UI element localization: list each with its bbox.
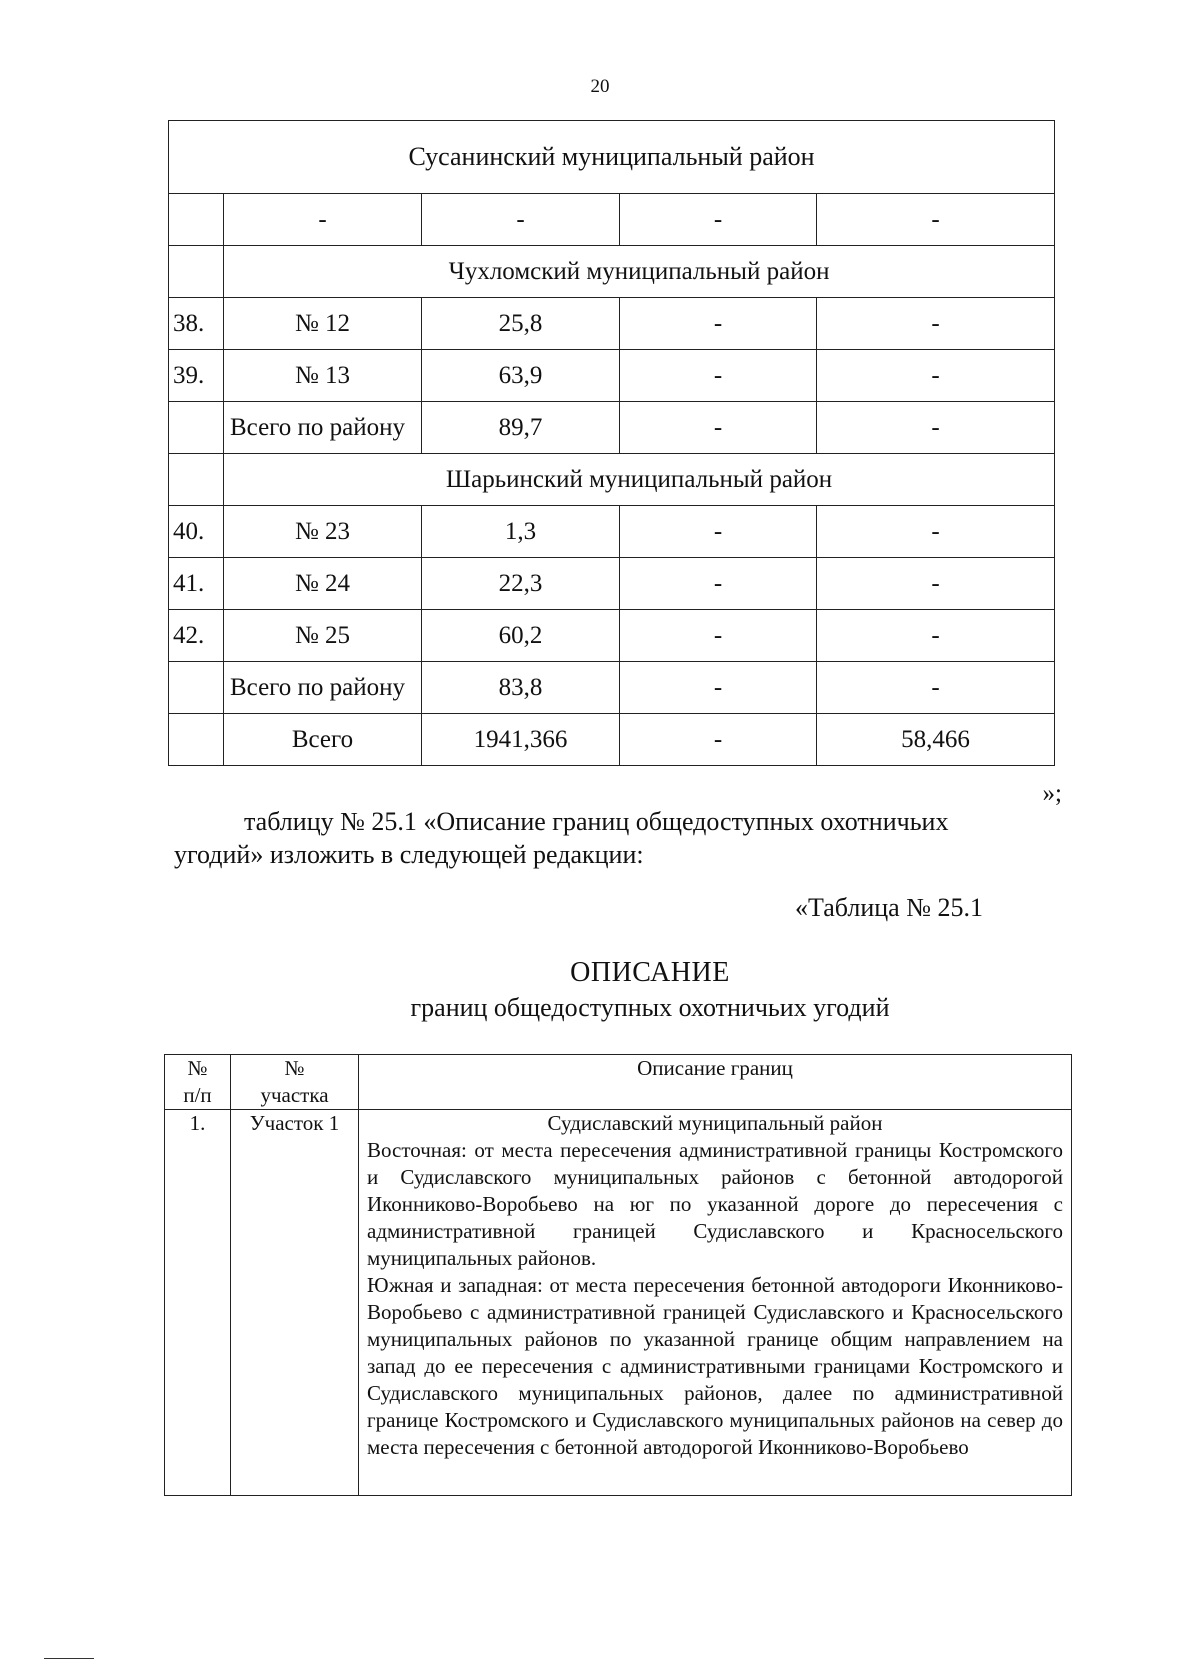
paragraph-line: таблицу № 25.1 «Описание границ общедоступных охотничьих bbox=[244, 807, 949, 836]
table-cell: - bbox=[817, 610, 1055, 662]
table-cell: - bbox=[817, 662, 1055, 714]
table-cell: - bbox=[620, 350, 817, 402]
east-boundary-text: Восточная: от места пересечения административной границы Костромского и Судиславского муниципальных районов с бетонной автодорогой Иконниково-Воробьево на юг по указанной дороге до пересечения с административной границей Судиславского и Красносельского муниципальных районов. bbox=[367, 1138, 1063, 1270]
table-cell: - bbox=[620, 194, 817, 246]
table-reference: «Таблица № 25.1 bbox=[795, 893, 984, 922]
boundary-description-table bbox=[164, 1054, 1072, 1496]
table-cell: - bbox=[817, 194, 1055, 246]
header-text: № bbox=[187, 1056, 208, 1080]
row-number: 39. bbox=[169, 350, 224, 402]
description-title: ОПИСАНИЕ bbox=[570, 957, 730, 988]
boundary-description bbox=[359, 1110, 1072, 1496]
grand-total-row bbox=[169, 714, 1055, 766]
table-cell: - bbox=[817, 506, 1055, 558]
header-description: Описание границ bbox=[359, 1055, 1072, 1110]
region-header-row bbox=[169, 454, 1055, 506]
district-total-row bbox=[169, 662, 1055, 714]
area-value: 1,3 bbox=[422, 506, 620, 558]
row-number-cell bbox=[169, 246, 224, 298]
plot-number: № 25 bbox=[224, 610, 422, 662]
table-row bbox=[169, 610, 1055, 662]
area-value: 63,9 bbox=[422, 350, 620, 402]
row-number: 41. bbox=[169, 558, 224, 610]
table-row bbox=[169, 506, 1055, 558]
table-cell: - bbox=[422, 194, 620, 246]
table-cell: - bbox=[620, 662, 817, 714]
area-value: 60,2 bbox=[422, 610, 620, 662]
region-title-susanin: Сусанинский муниципальный район bbox=[169, 121, 1055, 194]
header-plot-number bbox=[231, 1055, 359, 1110]
district-total-label: Всего по району bbox=[224, 402, 422, 454]
region-title-chukhloma: Чухломский муниципальный район bbox=[224, 246, 1055, 298]
hunting-area-summary-table bbox=[168, 120, 1055, 766]
table-row bbox=[169, 558, 1055, 610]
header-text: № bbox=[284, 1056, 305, 1080]
row-number-cell bbox=[169, 714, 224, 766]
table-cell: - bbox=[620, 298, 817, 350]
row-number-cell bbox=[169, 662, 224, 714]
area-value: 89,7 bbox=[422, 402, 620, 454]
table-cell: - bbox=[620, 610, 817, 662]
page-number: 20 bbox=[590, 76, 610, 97]
region-header-row bbox=[169, 121, 1055, 194]
row-number: 1. bbox=[165, 1110, 231, 1496]
header-text: п/п bbox=[183, 1083, 212, 1107]
table-row bbox=[169, 298, 1055, 350]
row-number: 40. bbox=[169, 506, 224, 558]
area-value: 22,3 bbox=[422, 558, 620, 610]
footer-divider bbox=[44, 1658, 94, 1659]
row-number-cell bbox=[169, 194, 224, 246]
table-cell: - bbox=[620, 506, 817, 558]
table-cell: - bbox=[224, 194, 422, 246]
header-row-number bbox=[165, 1055, 231, 1110]
region-title-sharya: Шарьинский муниципальный район bbox=[224, 454, 1055, 506]
closing-quote: »; bbox=[1042, 780, 1062, 807]
row-number: 42. bbox=[169, 610, 224, 662]
row-number-cell bbox=[169, 454, 224, 506]
table-cell: - bbox=[620, 402, 817, 454]
grand-total-value: 58,466 bbox=[817, 714, 1055, 766]
table-cell: - bbox=[620, 714, 817, 766]
table-row bbox=[169, 350, 1055, 402]
table-cell: - bbox=[817, 402, 1055, 454]
amendment-paragraph bbox=[174, 805, 1056, 871]
table-cell: - bbox=[817, 350, 1055, 402]
row-number-cell bbox=[169, 402, 224, 454]
area-value: 83,8 bbox=[422, 662, 620, 714]
table-header-row bbox=[165, 1055, 1072, 1110]
area-value: 25,8 bbox=[422, 298, 620, 350]
table-row bbox=[169, 194, 1055, 246]
row-number: 38. bbox=[169, 298, 224, 350]
header-text: участка bbox=[260, 1083, 329, 1107]
plot-number: № 23 bbox=[224, 506, 422, 558]
plot-number: № 24 bbox=[224, 558, 422, 610]
plot-number: № 12 bbox=[224, 298, 422, 350]
plot-number: № 13 bbox=[224, 350, 422, 402]
south-west-boundary-text: Южная и западная: от места пересечения бетонной автодороги Иконниково-Воробьево с административной границей Судиславского и Красносельского муниципальных районов по указанной границе общим направлением на запад до ее пересечения с административными границами Костромского и Судиславского муниципальных районов, далее по административной границе Костромского и Судиславского муниципальных районов на север до места пересечения с бетонной автодорогой Иконниково-Воробьево bbox=[367, 1273, 1063, 1459]
table-cell: - bbox=[817, 298, 1055, 350]
district-total-label: Всего по району bbox=[224, 662, 422, 714]
table-cell: - bbox=[620, 558, 817, 610]
grand-total-label: Всего bbox=[224, 714, 422, 766]
region-name: Судиславский муниципальный район bbox=[547, 1111, 883, 1135]
plot-name: Участок 1 bbox=[231, 1110, 359, 1496]
table-row bbox=[165, 1110, 1072, 1496]
table-cell: - bbox=[817, 558, 1055, 610]
grand-total-area: 1941,366 bbox=[422, 714, 620, 766]
district-total-row bbox=[169, 402, 1055, 454]
region-header-row bbox=[169, 246, 1055, 298]
paragraph-line: угодий» изложить в следующей редакции: bbox=[174, 840, 644, 869]
description-subtitle: границ общедоступных охотничьих угодий bbox=[410, 993, 890, 1022]
